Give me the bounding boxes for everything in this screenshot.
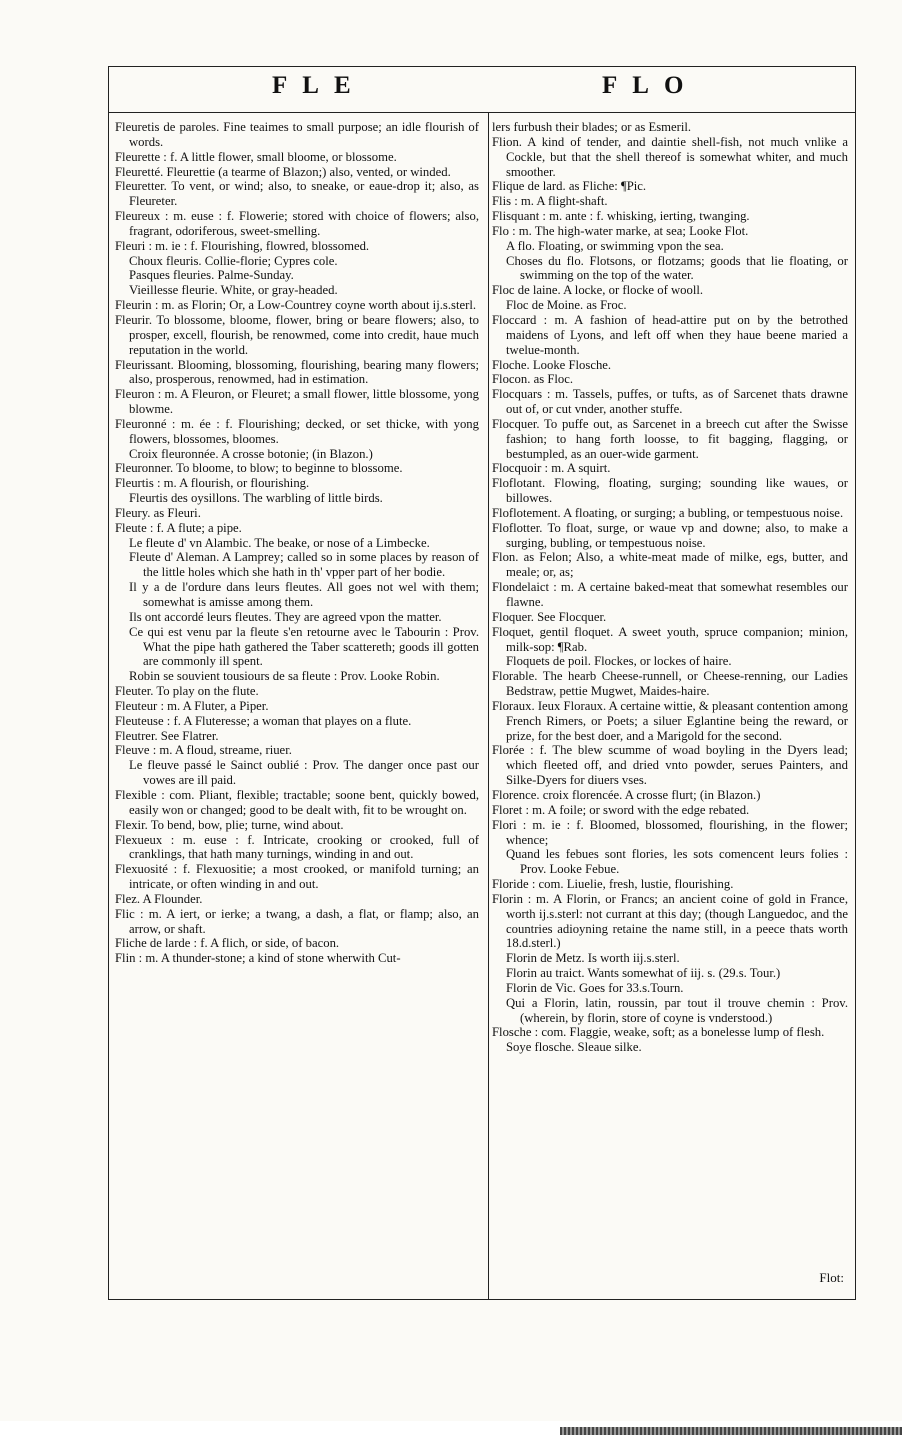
dictionary-entry: Flo : m. The high-water marke, at sea; Looke Flot.	[492, 223, 749, 238]
dictionary-entry: Floraux. Ieux Floraux. A certaine wittie, & pleasant contention among French Rimers, or Poets; a siluer Eglantine being the reward, or prize, for the best doer, and a Marigold for the second.	[492, 698, 848, 743]
dictionary-entry: Fleute : f. A flute; a pipe.	[115, 520, 242, 535]
left-column	[115, 120, 479, 966]
dictionary-entry: Fleute d' Aleman. A Lamprey; called so in some places by reason of the little holes which she hath in th' vpper part of her bodie.	[129, 550, 479, 580]
dictionary-entry: Fleurissant. Blooming, blossoming, flourishing, bearing many flowers; also, prosperous, renowmed, had in estimation.	[115, 357, 479, 387]
dictionary-entry: Flocquer. To puffe out, as Sarcenet in a breech cut after the Swisse fashion; to hang forth loosse, to fit bagging, flagging, or bestumpled, as an ouer-wide garment.	[492, 416, 848, 461]
dictionary-entry: Florence. croix florencée. A crosse flurt; (in Blazon.)	[492, 787, 761, 802]
dictionary-entry: Flondelaict : m. A certaine baked-meat that somewhat resembles our flawne.	[492, 580, 848, 609]
dictionary-entry: Fleuteuse : f. A Fluteresse; a woman that playes on a flute.	[115, 713, 412, 728]
dictionary-entry: Floc de Moine. as Froc.	[506, 298, 627, 313]
dictionary-entry: Choses du flo. Flotsons, or flotzams; goods that lie floating, or swimming on the top of the water.	[506, 253, 848, 283]
dictionary-entry: Ce qui est venu par la fleute s'en retourne avec le Tabourin : Prov. What the pipe hath gathered the Taber scattereth; goods ill gotten are commonly ill spent.	[129, 624, 479, 669]
dictionary-entry: Le fleute d' vn Alambic. The beake, or nose of a Limbecke.	[129, 535, 430, 550]
right-column	[492, 120, 848, 1055]
dictionary-entry: Floride : com. Liuelie, fresh, lustie, flourishing.	[492, 877, 734, 892]
dictionary-entry: Flexir. To bend, bow, plie; turne, wind about.	[115, 817, 344, 832]
dictionary-entry: Flez. A Flounder.	[115, 891, 203, 906]
dictionary-entry: Robin se souvient tousiours de sa fleute : Prov. Looke Robin.	[129, 669, 440, 684]
dictionary-entry: Le fleuve passé le Sainct oublié : Prov. The danger once past our vowes are ill paid.	[129, 758, 479, 788]
dictionary-entry: Florable. The hearb Cheese-runnell, or Cheese-renning, our Ladies Bedstraw, pettie Mugwet, Maides-haire.	[492, 669, 848, 699]
dictionary-entry: Florée : f. The blew scumme of woad boyling in the Dyers lead; which fleeted off, and dried vnto powder, serues Painters, and Silke-Dyers for diuers vses.	[492, 743, 848, 788]
catchword: Flot:	[819, 1270, 844, 1285]
dictionary-entry: Floquet, gentil floquet. A sweet youth, spruce companion; minion, milk-sop: ¶Rab.	[492, 624, 848, 654]
dictionary-entry: Flique de lard. as Fliche: ¶Pic.	[492, 179, 647, 194]
dictionary-entry: Flori : m. ie : f. Bloomed, blossomed, flourishing, in the flower; whence;	[492, 817, 848, 847]
dictionary-entry: Florin de Vic. Goes for 33.s.Tourn.	[506, 980, 684, 995]
dictionary-entry: Fleuteur : m. A Fluter, a Piper.	[115, 698, 269, 713]
dictionary-entry: Soye flosche. Sleaue silke.	[506, 1040, 642, 1055]
dictionary-entry: Flic : m. A iert, or ierke; a twang, a dash, a flat, or flamp; also, an arrow, or shaft.	[115, 906, 479, 936]
dictionary-entry: Il y a de l'ordure dans leurs fleutes. All goes not wel with them; somewhat is amisse among them.	[129, 580, 479, 609]
dictionary-entry: Fleurin : m. as Florin; Or, a Low-Countrey coyne worth about ij.s.sterl.	[115, 298, 477, 313]
dictionary-entry: Fleuter. To play on the flute.	[115, 684, 259, 699]
dictionary-entry: Flin : m. A thunder-stone; a kind of stone wherwith Cut-	[115, 951, 401, 966]
header-rule	[108, 112, 856, 113]
dictionary-entry: Qui a Florin, latin, roussin, par tout il trouve chemin : Prov. (wherein, by florin, store of coyne is vnderstood.)	[506, 995, 848, 1025]
dictionary-entry: Floflotter. To float, surge, or waue vp and downe; also, to make a surging, bubling, or tempestuous noise.	[492, 520, 848, 550]
dictionary-entry: Fleurtis des oysillons. The warbling of little birds.	[129, 491, 383, 506]
dictionary-entry: Fleuronné : m. ée : f. Flourishing; decked, or set thicke, with yong flowers, blossomes, bloomes.	[115, 416, 479, 446]
dictionary-entry: Florin au traict. Wants somewhat of iij. s. (29.s. Tour.)	[506, 966, 781, 981]
dictionary-entry: Floquer. See Flocquer.	[492, 609, 607, 624]
dictionary-entry: Flisquant : m. ante : f. whisking, ierting, twanging.	[492, 209, 750, 224]
dictionary-entry: Flocon. as Floc.	[492, 372, 574, 387]
dictionary-entry: Flexuosité : f. Flexuositie; a most crooked, or manifold turning; an intricate, or often winding in and out.	[115, 862, 479, 892]
dictionary-entry: Flion. A kind of tender, and daintie shell-fish, not much vnlike a Cockle, but that the shell thereof is somewhat whiter, and much smoother.	[492, 134, 848, 179]
dictionary-entry: Flexueux : m. euse : f. Intricate, crooking or crooked, full of cranklings, that hath many turnings, winding in and out.	[115, 832, 479, 862]
dictionary-entry: Floquets de poil. Flockes, or lockes of haire.	[506, 654, 732, 669]
dictionary-entry: Fleuve : m. A floud, streame, riuer.	[115, 743, 292, 758]
dictionary-entry: Fleuretté. Fleurettie (a tearme of Blazon;) also, vented, or winded.	[115, 164, 451, 179]
right-running-head: FLO	[602, 72, 699, 99]
dictionary-entry: Flosche : com. Flaggie, weake, soft; as a bonelesse lump of flesh.	[492, 1025, 825, 1040]
dictionary-entry: Vieillesse fleurie. White, or gray-headed.	[129, 283, 338, 298]
dictionary-entry: Fleury. as Fleuri.	[115, 505, 201, 520]
dictionary-entry: Fleuretis de paroles. Fine teaimes to small purpose; an idle flourish of words.	[115, 120, 479, 149]
dictionary-entry: Fleurette : f. A little flower, small bloome, or blossome.	[115, 149, 397, 164]
dictionary-entry: Fleureux : m. euse : f. Flowerie; stored with choice of flowers; also, fragrant, odoriferous, sweet-smelling.	[115, 209, 479, 238]
dictionary-entry: Fleurtis : m. A flourish, or flourishing.	[115, 476, 310, 491]
dictionary-entry: Flocquars : m. Tassels, puffes, or tufts, as of Sarcenet thats drawne out of, or cut vnder, another stuffe.	[492, 387, 848, 417]
dictionary-entry: Fleurir. To blossome, bloome, flower, bring or beare flowers; also, to prosper, excell, flourish, be renowmed, come into credit, haue much reputation in the world.	[115, 312, 479, 357]
dictionary-entry: Fleuretter. To vent, or wind; also, to sneake, or eaue-drop it; also, as Fleureter.	[115, 179, 479, 209]
dictionary-entry: Floche. Looke Flosche.	[492, 357, 612, 372]
dictionary-entry: Choux fleuris. Collie-florie; Cypres cole.	[129, 253, 338, 268]
dictionary-entry: Floflotant. Flowing, floating, surging; sounding like waues, or billowes.	[492, 476, 848, 506]
dictionary-entry: Florin de Metz. Is worth iij.s.sterl.	[506, 951, 680, 966]
left-running-head: FLE	[272, 72, 366, 99]
dictionary-entry: Croix fleuronnée. A crosse botonie; (in Blazon.)	[129, 446, 373, 461]
dictionary-entry: Floret : m. A foile; or sword with the edge rebated.	[492, 802, 750, 817]
dictionary-entry: Floccard : m. A fashion of head-attire put on by the betrothed maidens of Lyons, and left off when they haue beene maried a twelue-month.	[492, 312, 848, 357]
dictionary-entry: lers furbush their blades; or as Esmeril.	[492, 120, 692, 134]
dictionary-entry: Fleuri : m. ie : f. Flourishing, flowred, blossomed.	[115, 238, 370, 253]
scan-edge-strip	[560, 1427, 902, 1435]
dictionary-entry: Fleutrer. See Flatrer.	[115, 728, 219, 743]
dictionary-entry: Florin : m. A Florin, or Francs; an ancient coine of gold in France, worth ij.s.sterl: not currant at this day; (though Languedoc, and the countries adioyning retaine the name still, in a peece thats worth 18.d.sterl.)	[492, 891, 848, 951]
dictionary-entry: Fleuron : m. A Fleuron, or Fleuret; a small flower, little blossome, yong blowme.	[115, 387, 479, 417]
dictionary-entry: Flis : m. A flight-shaft.	[492, 194, 608, 209]
dictionary-entry: A flo. Floating, or swimming vpon the sea.	[506, 238, 724, 253]
column-divider	[488, 113, 489, 1300]
dictionary-entry: Flexible : com. Pliant, flexible; tractable; soone bent, quickly bowed, easily won or changed; good to be dealt with, fit to be wrought on.	[115, 787, 479, 817]
dictionary-entry: Flon. as Felon; Also, a white-meat made of milke, egs, butter, and meale; or, as;	[492, 550, 848, 580]
dictionary-entry: Flocquoir : m. A squirt.	[492, 461, 611, 476]
dictionary-entry: Ils ont accordé leurs fleutes. They are agreed vpon the matter.	[129, 609, 442, 624]
dictionary-entry: Fleuronner. To bloome, to blow; to beginne to blossome.	[115, 461, 403, 476]
dictionary-entry: Floc de laine. A locke, or flocke of wooll.	[492, 283, 704, 298]
dictionary-entry: Pasques fleuries. Palme-Sunday.	[129, 268, 294, 283]
dictionary-entry: Floflotement. A floating, or surging; a bubling, or tempestuous noise.	[492, 505, 844, 520]
dictionary-entry: Quand les febues sont flories, les sots comencent leurs folies : Prov. Looke Febue.	[506, 847, 848, 877]
dictionary-entry: Fliche de larde : f. A flich, or side, of bacon.	[115, 936, 340, 951]
